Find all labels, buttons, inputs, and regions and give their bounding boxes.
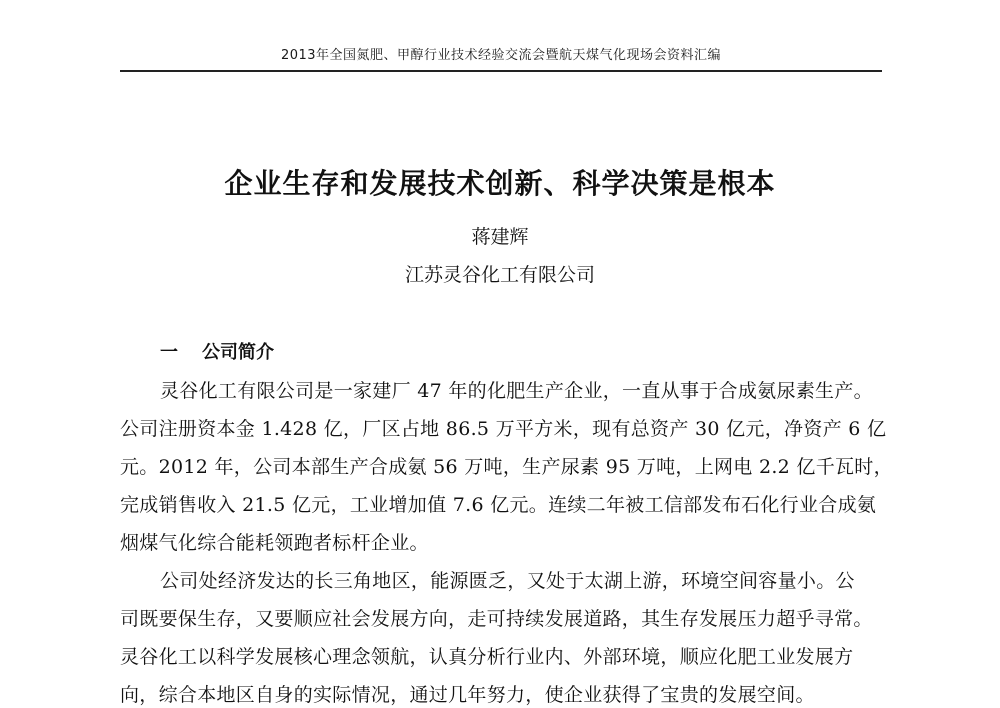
body-line-3: 元。2012 年，公司本部生产合成氨 56 万吨，生产尿素 95 万吨，上网电 2.2 亿千瓦时， xyxy=(120,456,893,478)
body-line-1: 灵谷化工有限公司是一家建厂 47 年的化肥生产企业，一直从事于合成氨尿素生产。 xyxy=(160,380,873,402)
body-line-4: 完成销售收入 21.5 亿元，工业增加值 7.6 亿元。连续二年被工信部发布石化行业合成氨 xyxy=(120,494,877,516)
body-line-2: 公司注册资本金 1.428 亿，厂区占地 86.5 万平方米，现有总资产 30 亿元，净资产 6 亿 xyxy=(120,418,887,440)
running-header: 2013年全国氮肥、甲醇行业技术经验交流会暨航天煤气化现场会资料汇编 xyxy=(280,48,722,63)
body-line-5: 烟煤气化综合能耗领跑者标杆企业。 xyxy=(120,532,429,554)
body-line-7: 司既要保生存，又要顺应社会发展方向，走可持续发展道路，其生存发展压力超乎寻常。 xyxy=(120,608,873,630)
section-title: 公司简介 xyxy=(202,342,274,363)
header-rule xyxy=(120,70,882,72)
body-line-9: 向，综合本地区自身的实际情况，通过几年努力，使企业获得了宝贵的发展空间。 xyxy=(120,684,815,706)
section-number: 一 xyxy=(160,342,178,363)
author-name: 蒋建辉 xyxy=(471,226,529,248)
body-line-8: 灵谷化工以科学发展核心理念领航，认真分析行业内、外部环境，顺应化肥工业发展方 xyxy=(120,646,854,668)
section-heading xyxy=(160,338,274,364)
affiliation: 江苏灵谷化工有限公司 xyxy=(404,264,595,286)
body-line-6: 公司处经济发达的长三角地区，能源匮乏，又处于太湖上游，环境空间容量小。公 xyxy=(160,570,855,592)
document-title: 企业生存和发展技术创新、科学决策是根本 xyxy=(224,167,776,200)
